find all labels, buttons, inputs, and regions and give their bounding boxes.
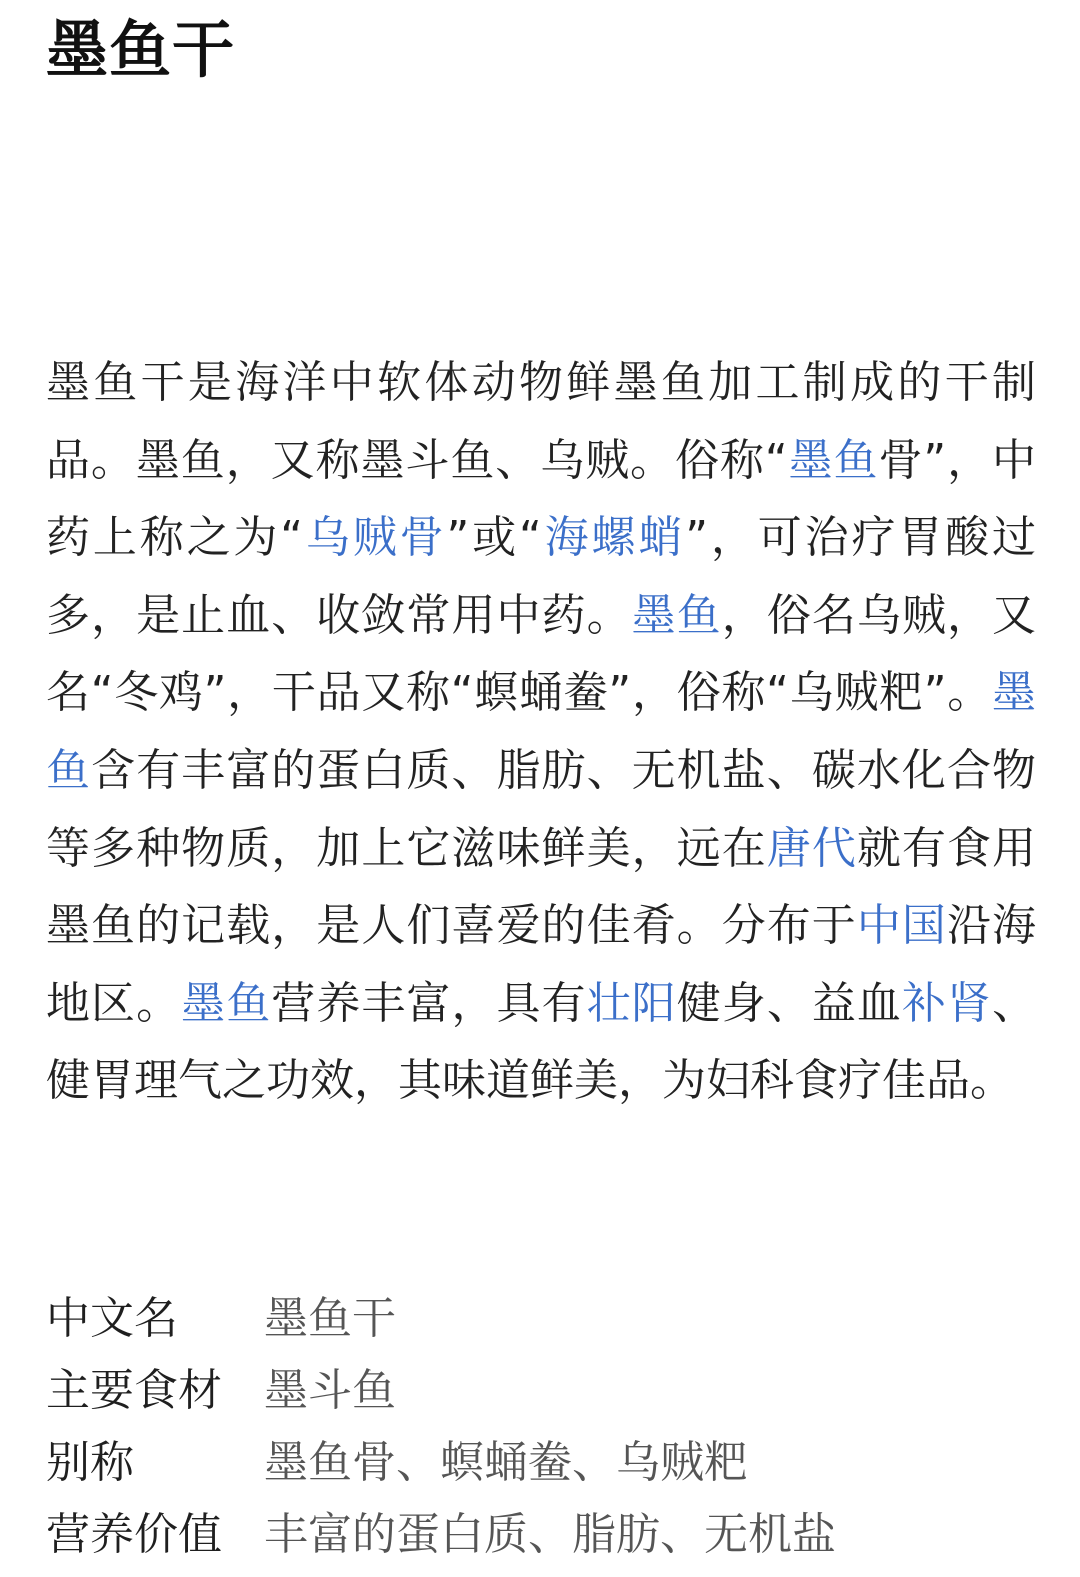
summary-text: 就有食用墨鱼的记载，是人们喜爱的佳肴。分布于 (46, 822, 1037, 952)
info-value: 墨鱼干 (264, 1293, 396, 1344)
info-row (46, 1494, 1036, 1566)
link-bushen[interactable]: 补肾 (901, 977, 993, 1029)
link-moyu[interactable]: 墨鱼 (46, 667, 1036, 796)
info-table (46, 1278, 1036, 1566)
summary-text: 骨”，中药上称之为“ (46, 434, 1037, 564)
page-title: 墨鱼干 (46, 13, 236, 86)
summary-text: ，俗名乌贼，又名“冬鸡”，干品又称“螟蛹鲞”，俗称“乌贼粑”。 (46, 589, 1037, 719)
summary-text: ”，可治疗胃酸过多，是止血、收敛常用中药。 (46, 512, 1037, 641)
summary-paragraph (46, 344, 1036, 1120)
summary-text: 沿海地区。 (46, 900, 1037, 1029)
info-row (46, 1422, 1036, 1494)
summary-text: 含有丰富的蛋白质、脂肪、无机盐、碳水化合物等多种物质，加上它滋味鲜美，远在 (46, 744, 1037, 874)
link-moyu[interactable]: 墨鱼 (181, 977, 272, 1029)
summary-text: 、健胃理气之功效，其味道鲜美，为妇科食疗佳品。 (46, 977, 1037, 1107)
info-value: 墨鱼骨、螟蛹鲞、乌贼粑 (264, 1437, 748, 1488)
link-zhongguo[interactable]: 中国 (856, 900, 947, 952)
info-value: 墨斗鱼 (264, 1365, 396, 1416)
summary-text: 营养丰富，具有 (271, 977, 587, 1029)
info-key: 主要食材 (46, 1365, 222, 1416)
link-hailuoxiao[interactable]: 海螺蛸 (541, 512, 686, 564)
link-tangdai[interactable]: 唐代 (766, 822, 857, 874)
summary-text: 墨鱼干是海洋中软体动物鲜墨鱼加工制成的干制品。墨鱼，又称墨斗鱼、乌贼。俗称“ (46, 357, 1036, 486)
info-row (46, 1350, 1036, 1422)
summary-text: ”或“ (446, 512, 542, 564)
summary-text: 健身、益血 (676, 977, 902, 1029)
link-moyu[interactable]: 墨鱼 (631, 589, 722, 641)
link-moyu[interactable]: 墨鱼 (787, 434, 879, 486)
link-wuzeigu[interactable]: 乌贼骨 (303, 512, 447, 564)
info-key: 别称 (46, 1437, 134, 1488)
info-key: 营养价值 (46, 1509, 222, 1560)
link-zhuangyang[interactable]: 壮阳 (586, 977, 677, 1029)
info-row (46, 1278, 1036, 1350)
info-value: 丰富的蛋白质、脂肪、无机盐 (264, 1509, 836, 1560)
info-key: 中文名 (46, 1293, 178, 1344)
